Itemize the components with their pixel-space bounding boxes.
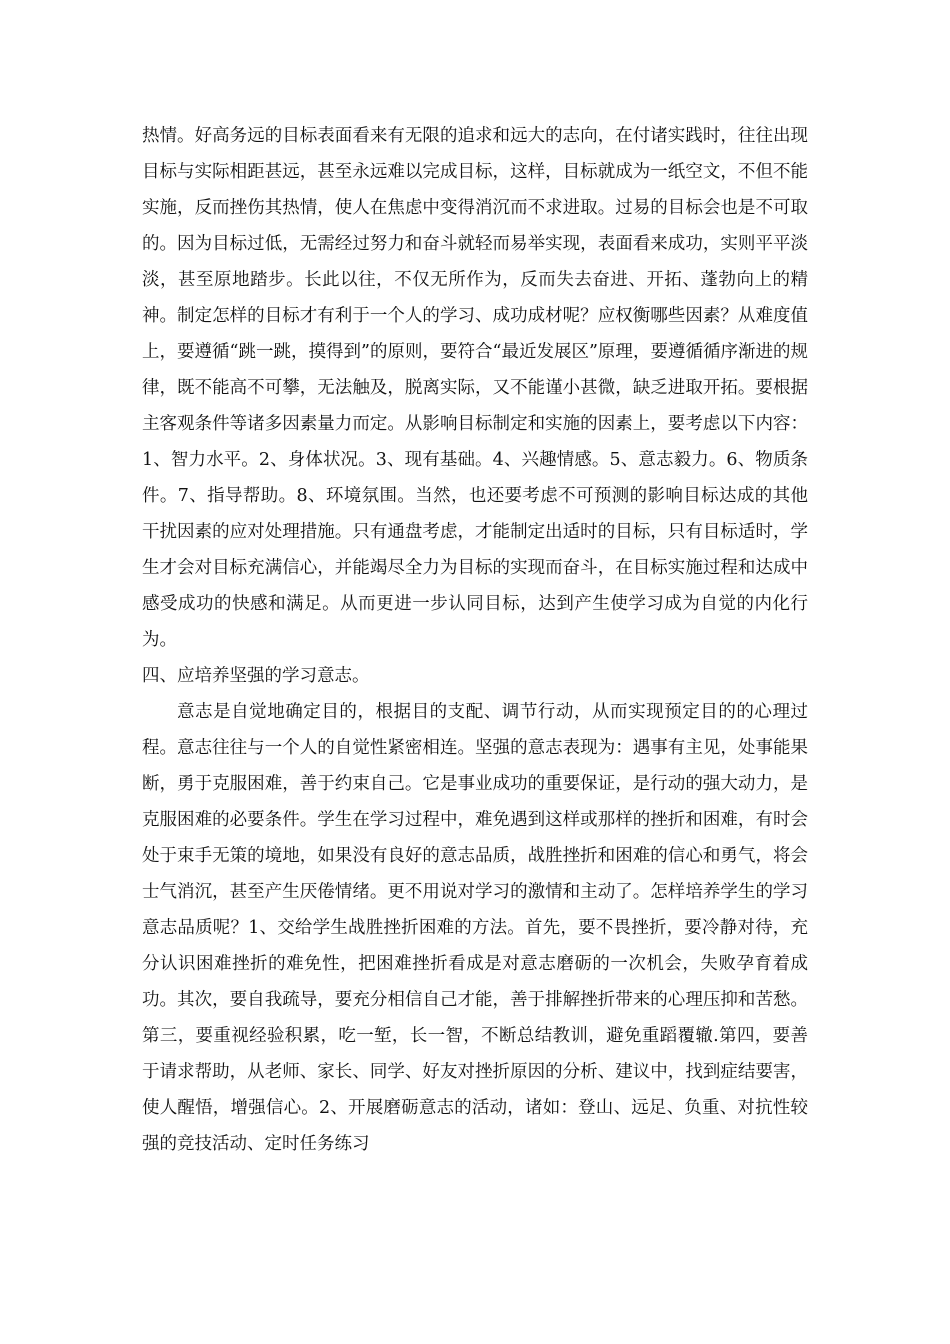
document-page — [142, 118, 808, 1162]
section-heading-four: 四、应培养坚强的学习意志。 — [142, 666, 370, 686]
paragraph-will-training: 意志是自觉地确定目的，根据目的支配、调节行动，从而实现预定目的的心理过程。意志往往与一个人的自觉性紧密相连。坚强的意志表现为：遇事有主见，处事能果断，勇于克服困难，善于约束自己。它是事业成功的重要保证，是行动的强大动力，是克服困难的必要条件。学生在学习过程中，难免遇到这样或那样的挫折和困难，有时会处于束手无策的境地，如果没有良好的意志品质，战胜挫折和困难的信心和勇气，将会士气消沉，甚至产生厌倦情绪。更不用说对学习的激情和主动了。怎样培养学生的学习意志品质呢？1、交给学生战胜挫折困难的方法。首先，要不畏挫折，要冷静对待，充分认识困难挫折的难免性，把困难挫折看成是对意志磨砺的一次机会，失败孕育着成功。其次，要自我疏导，要充分相信自己才能，善于排解挫折带来的心理压抑和苦愁。第三，要重视经验积累，吃一堑，长一智，不断总结教训，避免重蹈覆辙.第四，要善于请求帮助，从老师、家长、同学、好友对挫折原因的分析、建议中，找到症结要害，使人醒悟，增强信心。2、开展磨砺意志的活动，诸如：登山、远足、负重、对抗性较强的竞技活动、定时任务练习 — [142, 702, 808, 1154]
paragraph-goal-setting: 热情。好高务远的目标表面看来有无限的追求和远大的志向，在付诸实践时，往往出现目标与实际相距甚远，甚至永远难以完成目标，这样，目标就成为一纸空文，不但不能实施，反而挫伤其热情，使人在焦虑中变得消沉而不求进取。过易的目标会也是不可取的。因为目标过低，无需经过努力和奋斗就轻而易举实现，表面看来成功，实则平平淡淡，甚至原地踏步。长此以往，不仅无所作为，反而失去奋进、开拓、蓬勃向上的精神。制定怎样的目标才有利于一个人的学习、成功成材呢？应权衡哪些因素？从难度值上，要遵循“跳一跳，摸得到”的原则，要符合“最近发展区”原理，要遵循循序渐进的规律，既不能高不可攀，无法触及，脱离实际，又不能谨小甚微，缺乏进取开拓。要根据主客观条件等诸多因素量力而定。从影响目标制定和实施的因素上，要考虑以下内容：1、智力水平。2、身体状况。3、现有基础。4、兴趣情感。5、意志毅力。6、物质条件。7、指导帮助。8、环境氛围。当然，也还要考虑不可预测的影响目标达成的其他干扰因素的应对处理措施。只有通盘考虑，才能制定出适时的目标，只有目标适时，学生才会对目标充满信心，并能竭尽全力为目标的实现而奋斗，在目标实施过程和达成中感受成功的快感和满足。从而更进一步认同目标，达到产生使学习成为自觉的内化行为。 — [142, 126, 808, 650]
